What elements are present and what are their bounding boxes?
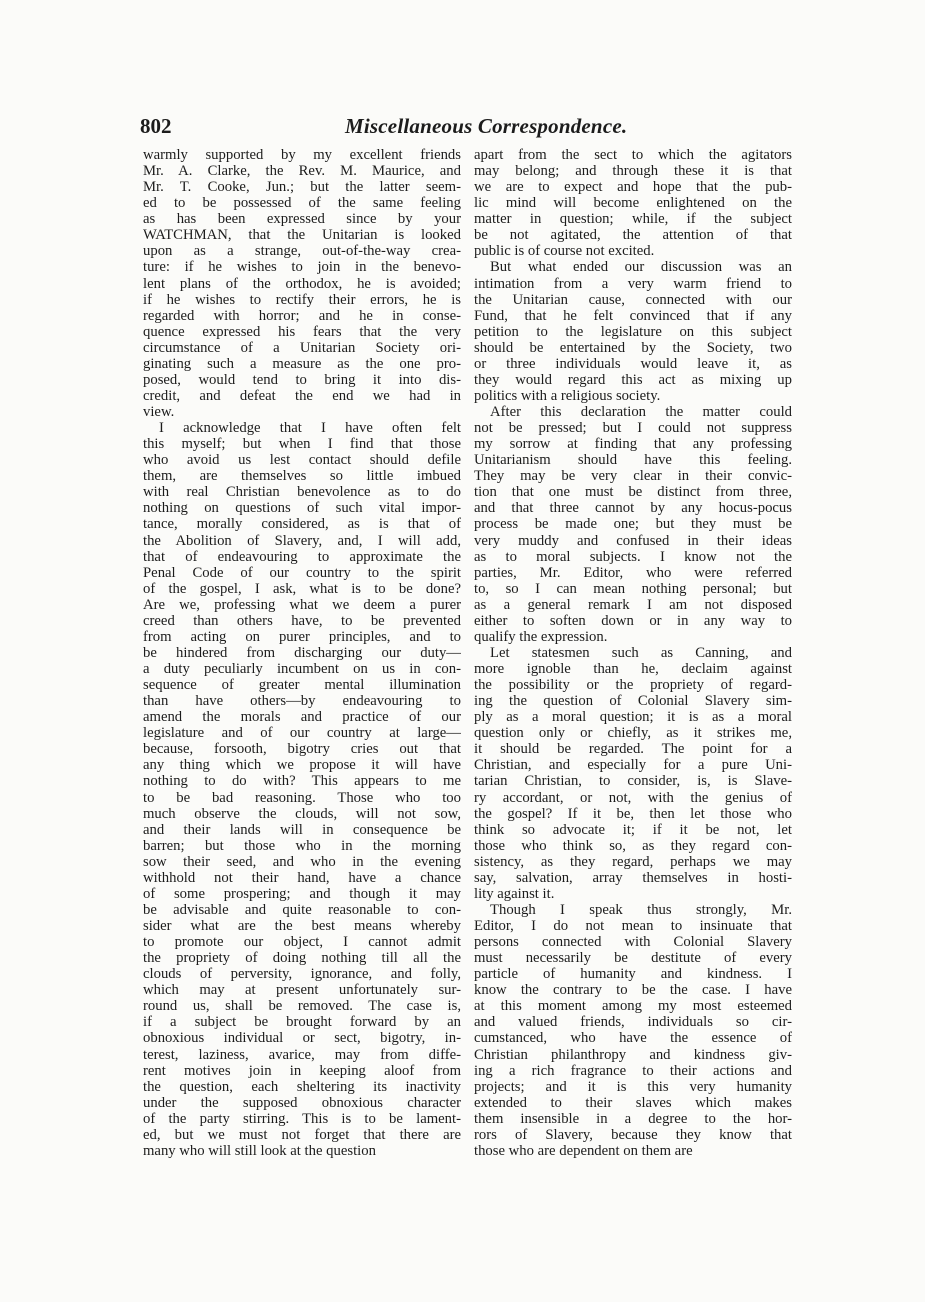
text-line: process be made one; but they must be <box>474 516 792 533</box>
text-line: But what ended our discussion was an <box>490 259 792 276</box>
text-line: warmly supported by my excellent friends <box>143 147 461 163</box>
text-line: clouds of perversity, ignorance, and folly, <box>143 966 461 983</box>
text-line: tarian Christian, to consider, is, is Slave- <box>474 773 792 790</box>
text-line: because, forsooth, bigotry cries out that <box>143 741 461 758</box>
text-line: Christian, and especially for a pure Uni- <box>474 757 792 774</box>
text-line: those who are dependent on them are <box>474 1142 693 1159</box>
text-line: legislature and of our country at large— <box>143 725 461 742</box>
text-line: be advisable and quite reasonable to con- <box>143 901 461 918</box>
text-line: posed, would tend to bring it into dis- <box>143 371 461 388</box>
text-line: which may at present unfortunately sur- <box>143 982 461 999</box>
text-line: particle of humanity and kindness. I <box>474 966 792 983</box>
text-line: the question, each sheltering its inactivity <box>143 1078 461 1095</box>
text-line: petition to the legislature on this subject <box>474 323 792 340</box>
text-line: ture: if he wishes to join in the benevo- <box>143 259 461 276</box>
text-line: say, salvation, array themselves in hosti- <box>474 869 792 886</box>
text-line: obnoxious individual or sect, bigotry, in- <box>143 1030 461 1047</box>
text-line: sistency, as they regard, perhaps we may <box>474 853 792 870</box>
right-column <box>474 147 792 1159</box>
text-line: they would regard this act as mixing up <box>474 371 792 388</box>
text-line: parties, Mr. Editor, who were referred <box>474 564 792 581</box>
text-line: creed than others have, to be prevented <box>143 612 461 629</box>
text-line: with real Christian benevolence as to do <box>143 484 461 501</box>
text-line: credit, and defeat the end we had in <box>143 387 461 404</box>
text-line: Unitarianism should have this feeling. <box>474 452 792 469</box>
text-line: not be pressed; but I could not suppress <box>474 420 792 437</box>
text-line: politics with a religious society. <box>474 387 661 404</box>
text-line: it should be regarded. The point for a <box>474 741 792 758</box>
text-line: sequence of greater mental illumination <box>143 677 461 694</box>
text-line: I acknowledge that I have often felt <box>159 420 461 437</box>
text-line: barren; but those who in the morning <box>143 837 461 854</box>
text-line: the Abolition of Slavery, and, I will add, <box>143 532 461 549</box>
text-line: cumstanced, who have the essence of <box>474 1030 792 1047</box>
text-line: and that three cannot by any hocus-pocus <box>474 500 792 517</box>
text-line: question only or chiefly, as it strikes me, <box>474 725 792 742</box>
running-title: Miscellaneous Correspondence. <box>345 114 628 138</box>
text-line: this myself; but when I find that those <box>143 436 461 453</box>
text-line: Though I speak thus strongly, Mr. <box>490 901 792 918</box>
text-line: either to soften down or in any way to <box>474 612 792 629</box>
text-line: be not agitated, the attention of that <box>474 227 792 244</box>
text-line: should be entertained by the Society, two <box>474 339 792 356</box>
text-line: of the gospel, I ask, what is to be done? <box>143 580 461 597</box>
text-line: Mr. T. Cooke, Jun.; but the latter seem- <box>143 179 461 196</box>
text-line: who avoid us lest contact should defile <box>143 452 461 469</box>
text-line: many who will still look at the question <box>143 1142 376 1159</box>
text-line: and their lands will in consequence be <box>143 821 461 838</box>
text-line: than have others—by endeavouring to <box>143 693 461 710</box>
text-line: the propriety of doing nothing till all the <box>143 950 461 967</box>
text-line: apart from the sect to which the agitators <box>474 147 792 163</box>
text-line: tance, morally considered, as is that of <box>143 516 461 533</box>
text-line: ply as a moral question; it is as a moral <box>474 709 792 726</box>
text-line: if a subject be brought forward by an <box>143 1014 461 1031</box>
left-column <box>143 147 461 1159</box>
running-header <box>140 112 790 142</box>
text-line: very muddy and confused in their ideas <box>474 532 792 549</box>
text-line: Let statesmen such as Canning, and <box>490 644 792 661</box>
text-line: matter in question; while, if the subject <box>474 211 792 228</box>
text-line: at this moment among my most esteemed <box>474 998 792 1015</box>
text-line: amend the morals and practice of our <box>143 709 461 726</box>
text-line: regarded with horror; and he in conse- <box>143 307 461 324</box>
text-line: a duty peculiarly incumbent on us in con- <box>143 661 461 677</box>
text-line: qualify the expression. <box>474 628 608 645</box>
text-line: from acting on purer principles, and to <box>143 628 461 645</box>
text-line: circumstance of a Unitarian Society ori- <box>143 339 461 356</box>
text-line: withhold not their hand, have a chance <box>143 869 461 886</box>
text-line: more ignoble than he, declaim against <box>474 661 792 677</box>
text-line: and valued friends, individuals so cir- <box>474 1014 792 1031</box>
text-line: Penal Code of our country to the spirit <box>143 564 461 581</box>
text-line: know the contrary to be the case. I have <box>474 982 792 999</box>
text-line: think so advocate it; if it be not, let <box>474 821 792 838</box>
text-line: sider what are the best means whereby <box>143 918 461 934</box>
text-line: WATCHMAN, that the Unitarian is looked <box>143 227 461 244</box>
text-line: intimation from a very warm friend to <box>474 275 792 292</box>
text-line: under the supposed obnoxious character <box>143 1094 461 1111</box>
text-line: They may be very clear in their convic- <box>474 468 792 485</box>
text-line: if he wishes to rectify their errors, he is <box>143 291 461 308</box>
text-line: public is of course not excited. <box>474 243 655 260</box>
text-line: ry accordant, or not, with the genius of <box>474 789 792 806</box>
text-line: sow their seed, and who in the evening <box>143 853 461 870</box>
text-line: of the party stirring. This is to be lament- <box>143 1110 461 1127</box>
text-line: lent plans of the orthodox, he is avoided; <box>143 275 461 292</box>
text-line: as has been expressed since by your <box>143 211 461 228</box>
text-line: the gospel? If it be, then let those who <box>474 805 792 822</box>
text-line: nothing to do with? This appears to me <box>143 773 461 790</box>
text-line: Christian philanthropy and kindness giv- <box>474 1046 792 1063</box>
text-line: the Unitarian cause, connected with our <box>474 291 792 308</box>
text-line: terest, laziness, avarice, may from diffe- <box>143 1046 461 1063</box>
text-line: as a general remark I am not disposed <box>474 596 792 613</box>
text-line: the possibility or the propriety of regard- <box>474 677 792 694</box>
text-line: lic mind will become enlightened on the <box>474 195 792 212</box>
text-line: to promote our object, I cannot admit <box>143 934 461 951</box>
text-line: view. <box>143 404 175 420</box>
text-line: to be bad reasoning. Those who too <box>143 789 461 806</box>
text-line: projects; and it is this very humanity <box>474 1078 792 1095</box>
text-line: my sorrow at finding that any professing <box>474 436 792 453</box>
text-line: lity against it. <box>474 885 555 902</box>
text-line: quence expressed his fears that the very <box>143 323 461 340</box>
text-line: nothing on questions of such vital impor- <box>143 500 461 517</box>
text-line: tion that one must be distinct from three, <box>474 484 792 501</box>
text-line: those who think so, as they regard con- <box>474 837 792 854</box>
text-line: rors of Slavery, because they know that <box>474 1126 792 1143</box>
text-line: Fund, that he felt convinced that if any <box>474 307 792 324</box>
text-line: them, are themselves so little imbued <box>143 468 461 485</box>
text-line: ing the question of Colonial Slavery sim- <box>474 693 792 710</box>
text-line: as to moral subjects. I know not the <box>474 548 792 565</box>
text-line: much observe the clouds, will not sow, <box>143 805 461 822</box>
text-line: to, so I can mean nothing personal; but <box>474 580 792 597</box>
text-line: may belong; and through these it is that <box>474 163 792 180</box>
text-line: must necessarily be destitute of every <box>474 950 792 967</box>
text-line: rent motives join in keeping aloof from <box>143 1062 461 1079</box>
text-line: we are to expect and hope that the pub- <box>474 179 792 196</box>
text-line: Are we, professing what we deem a purer <box>143 596 461 613</box>
text-line: ginating such a measure as the one pro- <box>143 355 461 372</box>
text-line: ing a rich fragrance to their actions and <box>474 1062 792 1079</box>
text-line: or three individuals would leave it, as <box>474 355 792 372</box>
text-line: of some prospering; and though it may <box>143 885 461 902</box>
text-line: upon as a strange, out-of-the-way crea- <box>143 243 461 260</box>
text-line: Editor, I do not mean to insinuate that <box>474 918 792 934</box>
text-line: that of endeavouring to approximate the <box>143 548 461 565</box>
text-line: persons connected with Colonial Slavery <box>474 934 792 951</box>
text-line: any thing which we propose it will have <box>143 757 461 774</box>
text-line: be hindered from discharging our duty— <box>143 644 461 661</box>
page-number: 802 <box>140 114 172 138</box>
text-line: them insensible in a degree to the hor- <box>474 1110 792 1127</box>
text-line: After this declaration the matter could <box>490 404 792 420</box>
text-line: round us, shall be removed. The case is, <box>143 998 461 1015</box>
text-line: extended to their slaves which makes <box>474 1094 792 1111</box>
text-line: ed to be possessed of the same feeling <box>143 195 461 212</box>
text-line: ed, but we must not forget that there are <box>143 1126 461 1143</box>
text-line: Mr. A. Clarke, the Rev. M. Maurice, and <box>143 163 461 180</box>
